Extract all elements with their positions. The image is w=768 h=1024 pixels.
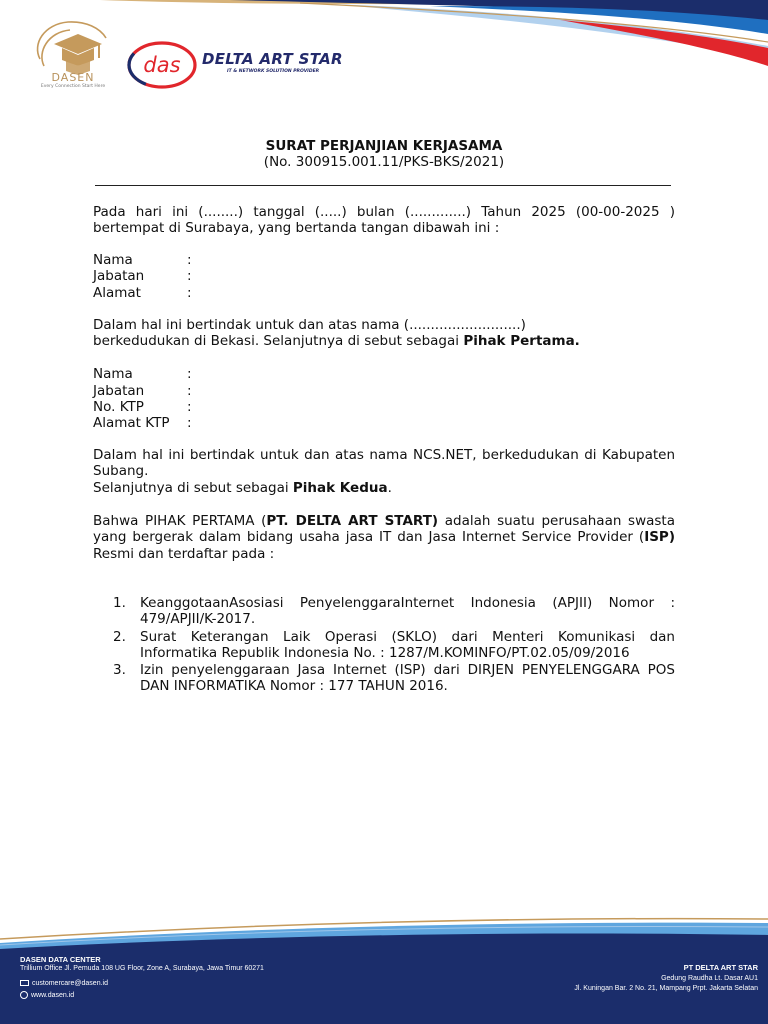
field-separator: : xyxy=(187,268,192,284)
list-item: 2. Surat Keterangan Laik Operasi (SKLO) dari Menteri Komunikasi dan Informatika Republik Indonesia No. : 1287/M.KOMINFO/PT.02.05/09/2016 xyxy=(113,628,675,661)
field-separator: : xyxy=(187,252,192,268)
party2-statement-line2: Selanjutnya di sebut sebagai xyxy=(93,479,293,496)
footer-email: customercare@dasen.id xyxy=(20,980,108,987)
field-separator: : xyxy=(187,415,192,431)
field-separator: : xyxy=(187,285,192,301)
party2-statement: Dalam hal ini bertindak untuk dan atas nama NCS.NET, berkedudukan di Kabupaten Subang. Selanjutnya di sebut sebagai Pihak Kedua. xyxy=(93,447,675,496)
registration-list xyxy=(113,595,675,696)
party2-field-ktp xyxy=(93,399,192,415)
field-label: Alamat xyxy=(93,285,141,301)
footer-right-line1: Gedung Raudha Lt. Dasar AU1 xyxy=(661,975,758,982)
field-label: Jabatan xyxy=(93,383,145,399)
party2-statement-line1: Dalam hal ini bertindak untuk dan atas nama NCS.NET, berkedudukan di Kabupaten Subang. xyxy=(93,447,675,480)
das-logo-icon xyxy=(126,38,200,90)
company-subtitle: IT & NETWORK SOLUTION PROVIDER xyxy=(227,69,320,74)
intro-paragraph: Pada hari ini (........) tanggal (.....) bulan (.............) Tahun 2025 (00-00-2025 ) bertempat di Surabaya, yang bertanda tangan dibawah ini : xyxy=(93,204,675,237)
party1-statement-line2: berkedudukan di Bekasi. Selanjutnya di sebut sebagai xyxy=(93,333,464,350)
party2-field-jabatan xyxy=(93,383,192,399)
footer-left-title: DASEN DATA CENTER xyxy=(20,955,101,964)
isp-bold: ISP) xyxy=(644,529,675,546)
party2-role: Pihak Kedua xyxy=(292,479,388,496)
globe-icon xyxy=(20,991,28,999)
dasen-tagline: Every Connection Start Here xyxy=(40,84,106,89)
party2-field-alamat-ktp xyxy=(93,415,192,431)
field-label: Alamat KTP xyxy=(93,415,170,431)
list-item: 1. KeanggotaanAsosiasi PenyelenggaraInternet Indonesia (APJII) Nomor : 479/APJII/K-2017. xyxy=(113,595,675,628)
list-item: 3. Izin penyelenggaraan Jasa Internet (ISP) dari DIRJEN PENYELENGGARA POS DAN INFORMATIKA Nomor : 177 TAHUN 2016. xyxy=(113,662,675,695)
title-divider xyxy=(95,185,671,186)
footer-website: www.dasen.id xyxy=(20,991,74,999)
field-label: Jabatan xyxy=(93,268,145,284)
field-separator: : xyxy=(187,383,192,399)
party1-field-alamat xyxy=(93,285,192,301)
party1-statement xyxy=(93,317,675,350)
email-icon xyxy=(20,980,29,986)
document-number: (No. 300915.001.11/PKS-BKS/2021) xyxy=(263,154,505,170)
party2-field-nama xyxy=(93,366,192,382)
company-bold: PT. DELTA ART START) xyxy=(266,513,439,529)
dasen-logo-text: DASEN xyxy=(51,71,95,84)
field-label: Nama xyxy=(93,252,133,268)
field-label: No. KTP xyxy=(93,399,144,415)
document-title: SURAT PERJANJIAN KERJASAMA xyxy=(265,138,503,154)
das-logo-text: das xyxy=(143,53,181,77)
field-separator: : xyxy=(187,366,192,382)
footer-right-title: PT DELTA ART STAR xyxy=(683,963,758,972)
party1-statement-line1: Dalam hal ini bertindak untuk dan atas nama (..........................) xyxy=(93,317,526,333)
field-label: Nama xyxy=(93,366,133,382)
whereas-paragraph: Bahwa PIHAK PERTAMA (PT. DELTA ART START) adalah suatu perusahaan swasta yang bergerak dalam bidang usaha jasa IT dan Jasa Internet Service Provider (ISP) Resmi dan terdaftar pada : xyxy=(93,513,675,562)
party1-role: Pihak Pertama. xyxy=(463,333,580,350)
field-separator: : xyxy=(187,399,192,415)
footer-left-address: Trillium Office Jl. Pemuda 108 UG Floor, Zone A, Surabaya, Jawa Timur 60271 xyxy=(20,965,264,972)
party1-field-jabatan xyxy=(93,268,192,284)
party1-field-nama xyxy=(93,252,192,268)
footer-right-line2: Jl. Kuningan Bar. 2 No. 21, Mampang Prpt. Jakarta Selatan xyxy=(574,985,758,992)
company-name: DELTA ART STAR xyxy=(202,50,343,68)
